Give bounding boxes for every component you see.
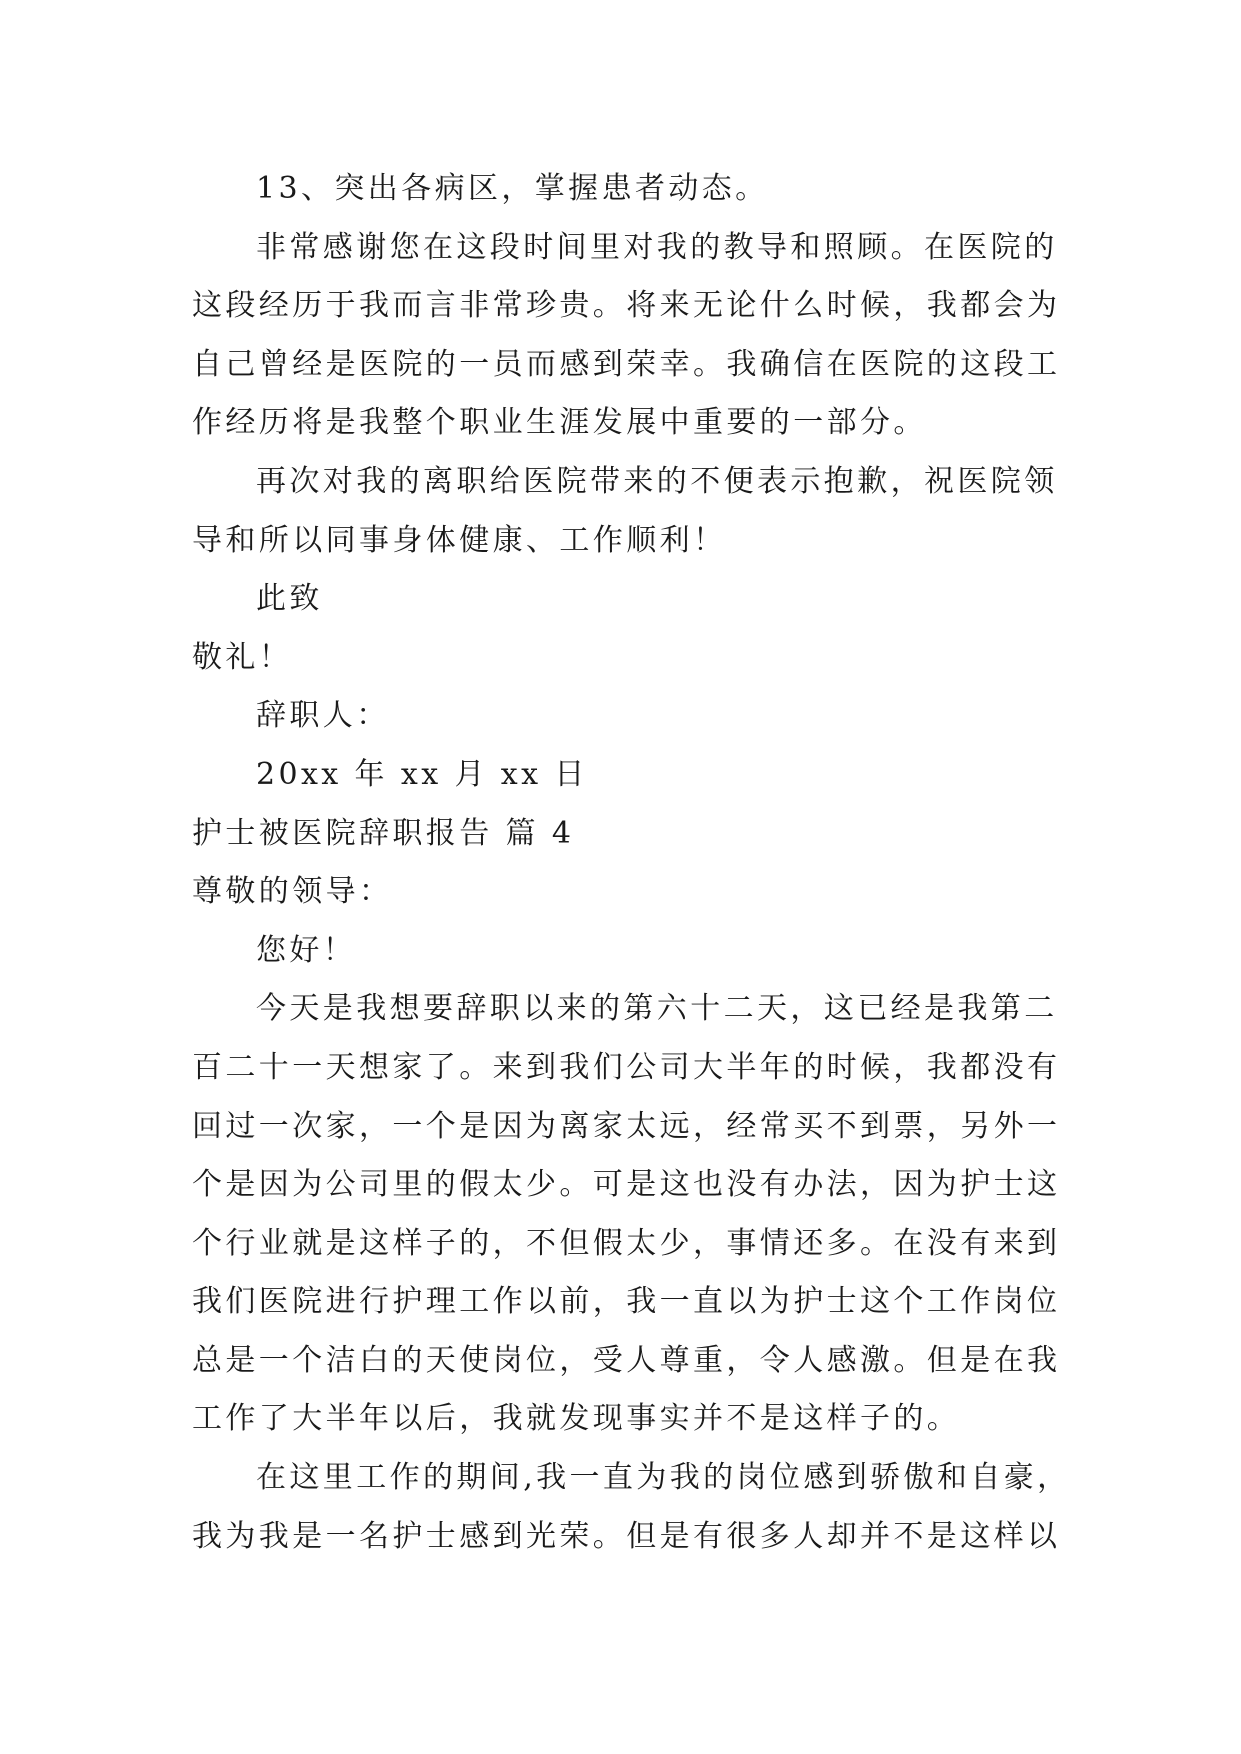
document-page <box>192 160 1071 1566</box>
text-line: 我们医院进行护理工作以前，我一直以为护士这个工作岗位 <box>192 1284 1061 1320</box>
text-line: 百二十一天想家了。来到我们公司大半年的时候，我都没有 <box>192 1049 1061 1085</box>
letter-greeting: 您好！ <box>256 932 357 968</box>
text-line: 自己曾经是医院的一员而感到荣幸。我确信在医院的这段工 <box>192 346 1061 382</box>
closing-salutation: 此致 <box>256 581 323 617</box>
text-line: 个行业就是这样子的，不但假太少，事情还多。在没有来到 <box>192 1225 1061 1261</box>
text-line: 今天是我想要辞职以来的第六十二天，这已经是我第二 <box>256 991 1058 1027</box>
text-line: 回过一次家，一个是因为离家太远，经常买不到票，另外一 <box>192 1108 1061 1144</box>
text-line: 个是因为公司里的假太少。可是这也没有办法，因为护士这 <box>192 1167 1061 1203</box>
signature-label: 辞职人： <box>256 698 390 734</box>
text-line: 工作了大半年以后，我就发现事实并不是这样子的。 <box>192 1401 961 1437</box>
text-line: 这段经历于我而言非常珍贵。将来无论什么时候，我都会为 <box>192 288 1061 324</box>
text-line: 13、突出各病区，掌握患者动态。 <box>256 171 769 206</box>
text-line: 作经历将是我整个职业生涯发展中重要的一部分。 <box>192 405 927 441</box>
section-heading: 护士被医院辞职报告 篇 4 <box>192 815 575 851</box>
letter-addressee: 尊敬的领导： <box>192 874 393 910</box>
text-line: 总是一个洁白的天使岗位，受人尊重，令人感激。但是在我 <box>192 1342 1061 1378</box>
text-line: 非常感谢您在这段时间里对我的教导和照顾。在医院的 <box>256 229 1058 265</box>
text-line: 我为我是一名护士感到光荣。但是有很多人却并不是这样以 <box>192 1518 1061 1554</box>
text-line: 导和所以同事身体健康、工作顺利！ <box>192 522 727 558</box>
text-line: 再次对我的离职给医院带来的不便表示抱歉，祝医院领 <box>256 463 1058 499</box>
closing-regards: 敬礼！ <box>192 639 293 675</box>
text-line: 在这里工作的期间,我一直为我的岗位感到骄傲和自豪， <box>256 1460 1071 1496</box>
date-line: 20xx 年 xx 月 xx 日 <box>256 756 588 792</box>
